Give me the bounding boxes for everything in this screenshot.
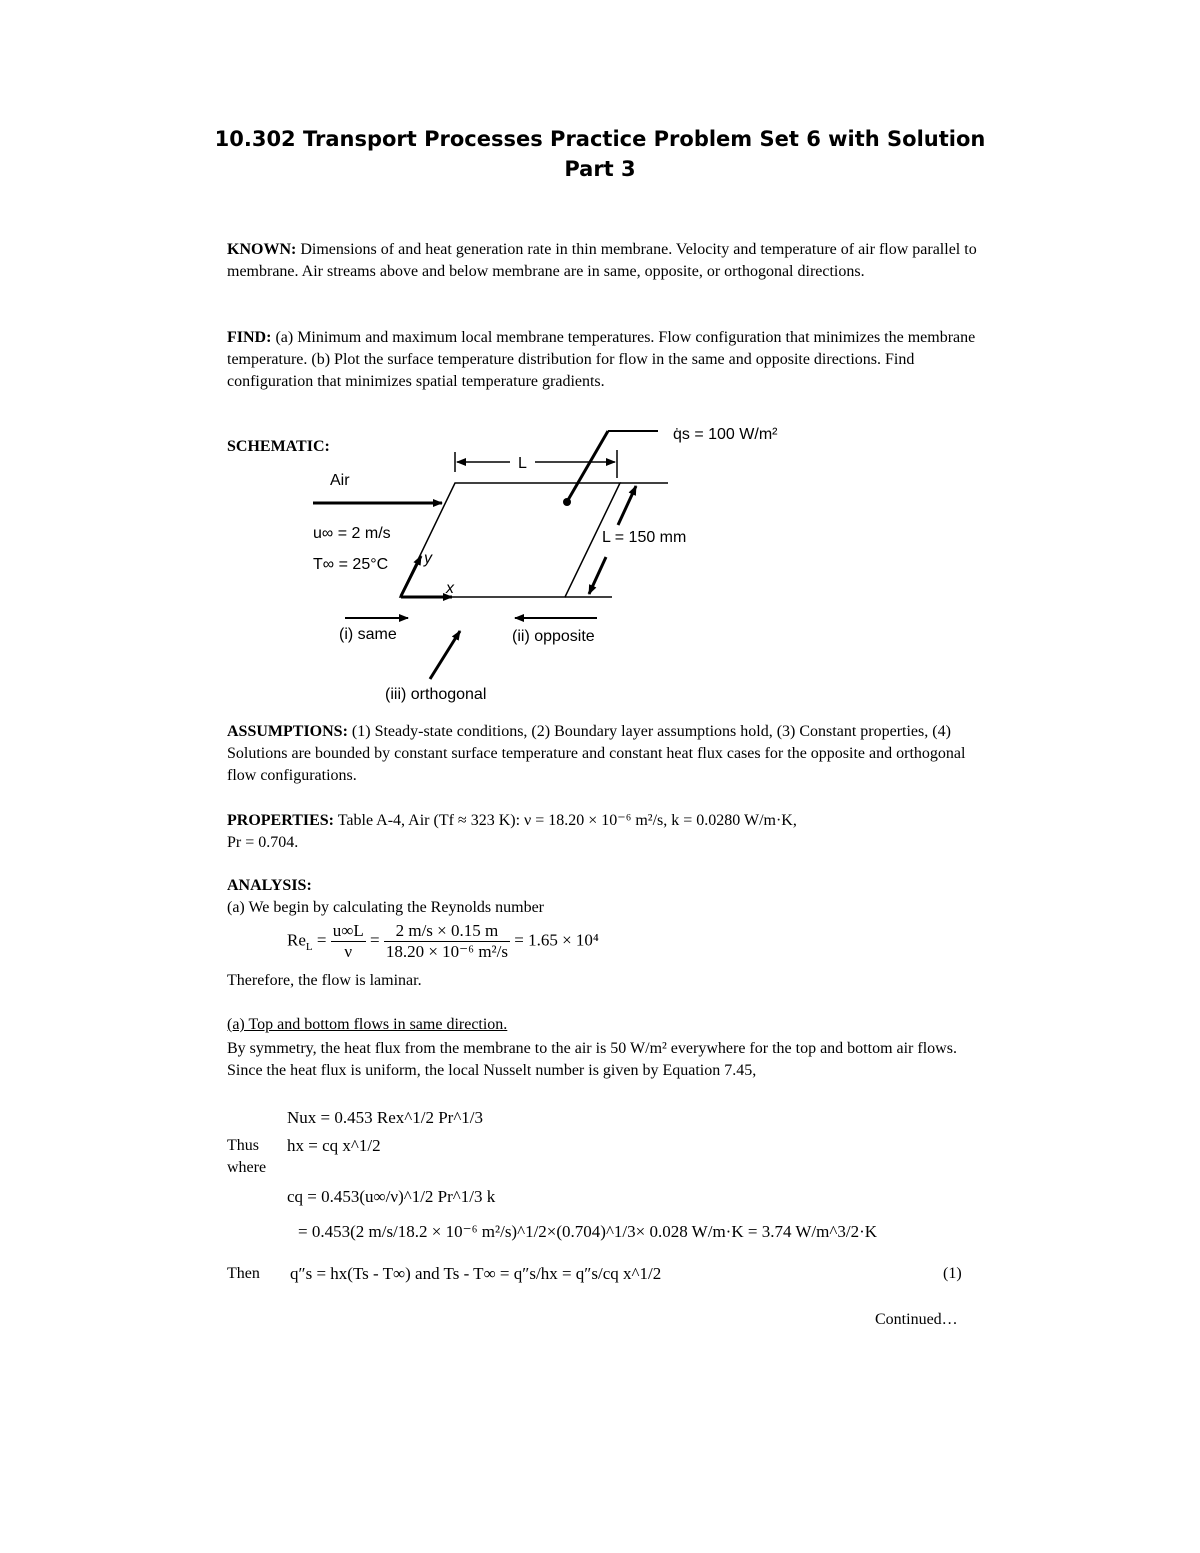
cq-equation: cq = 0.453(u∞/ν)^1/2 Pr^1/3 k	[287, 1187, 496, 1206]
side-dim-down	[589, 557, 606, 594]
then-label: Then	[227, 1265, 260, 1282]
known-label: KNOWN:	[227, 241, 297, 258]
side-length-label: L = 150 mm	[602, 529, 687, 546]
heat-flux-dot	[563, 498, 571, 506]
properties-line1: Table A-4, Air (Tf ≈ 323 K): ν = 18.20 × 10⁻⁶ m²/s, k = 0.0280 W/m·K,	[337, 812, 797, 829]
page-title: 10.302 Transport Processes Practice Problem Set 6 with Solution	[214, 127, 986, 151]
x-axis-label: x	[446, 580, 454, 597]
reynolds-equation: $Re_L$ = $\frac{u\infty L}{\nu}$ = $\frac{2 m/s \times 0.15 m}{\text{18.20 × 10⁻⁶ m²/s}}$ = 1.65 × 10⁴	[287, 921, 599, 961]
properties-label: PROPERTIES:	[227, 812, 335, 829]
opposite-flow-label: (ii) opposite	[512, 628, 595, 645]
temperature-label: T∞ = 25°C	[313, 556, 389, 573]
re-result: = 1.65 × 10⁴	[514, 930, 599, 950]
surface-temp-equation: q″s = hx(Ts - T∞) and Ts - T∞ = q″s/hx = q″s/cq x^1/2	[290, 1264, 662, 1283]
assumptions-section	[227, 721, 987, 787]
re-fraction-2: $\frac{2 m/s \times 0.15 m}{\text{18.20 × 10⁻⁶ m²/s}}$	[385, 921, 508, 961]
schematic-diagram	[0, 0, 1200, 720]
schematic-label: SCHEMATIC:	[227, 438, 330, 455]
equation-number: (1)	[943, 1265, 962, 1282]
velocity-label: u∞ = 2 m/s	[313, 525, 391, 542]
known-text: Dimensions of and heat generation rate in thin membrane. Velocity and temperature of air flow parallel to membrane. Air streams above and below membrane are in same, opposite, or orthogonal directions.	[227, 241, 977, 280]
hx-equation: hx = cq x^1/2	[287, 1136, 381, 1155]
heat-flux-pointer	[568, 431, 608, 500]
find-text: (a) Minimum and maximum local membrane temperatures. Flow configuration that minimizes the membrane temperature. (b) Plot the surface temperature distribution for flow in the same and opposite directions. Find configuration that minimizes spatial temperature gradients.	[227, 329, 976, 390]
analysis-label: ANALYSIS:	[227, 877, 312, 894]
air-label: Air	[330, 472, 350, 489]
page-subtitle: Part 3	[564, 157, 636, 181]
assumptions-text: (1) Steady-state conditions, (2) Boundary layer assumptions hold, (3) Constant properties, (4) Solutions are bounded by constant surface temperature and constant heat flux cases for the opposite and orthogonal flow configurations.	[227, 723, 966, 784]
length-top-label: L	[518, 455, 527, 472]
re-lhs: Re	[287, 930, 306, 950]
orthogonal-flow-arrow	[430, 631, 460, 679]
assumptions-label: ASSUMPTIONS:	[227, 723, 348, 740]
thus-label: Thus	[227, 1137, 259, 1154]
side-dim-up	[618, 486, 636, 525]
properties-line2: Pr = 0.704.	[227, 834, 299, 851]
properties-section	[227, 810, 987, 854]
analysis-intro: (a) We begin by calculating the Reynolds number	[227, 899, 544, 916]
y-axis-arrow	[401, 556, 421, 596]
where-label: where	[227, 1159, 267, 1176]
y-axis-label: y	[424, 550, 432, 567]
heat-flux-label: q̇s = 100 W/m²	[673, 426, 778, 443]
laminar-statement: Therefore, the flow is laminar.	[227, 972, 422, 989]
symmetry-paragraph: By symmetry, the heat flux from the membrane to the air is 50 W/m² everywhere for the top and bottom air flows. Since the heat flux is uniform, the local Nusselt number is given by Equation 7.45,	[227, 1040, 957, 1079]
nusselt-equation: Nux = 0.453 Rex^1/2 Pr^1/3	[287, 1108, 484, 1127]
case-a-heading: (a) Top and bottom flows in same direction.	[227, 1016, 508, 1033]
cq-evaluation: = 0.453(2 m/s/18.2 × 10⁻⁶ m²/s)^1/2×(0.704)^1/3× 0.028 W/m·K = 3.74 W/m^3/2·K	[298, 1222, 878, 1241]
continued-note: Continued…	[875, 1311, 958, 1328]
same-flow-label: (i) same	[339, 626, 397, 643]
orthogonal-flow-label: (iii) orthogonal	[385, 686, 487, 703]
membrane-outline	[400, 483, 620, 597]
find-label: FIND:	[227, 329, 272, 346]
re-fraction-1: $\frac{u\infty L}{\nu}$	[332, 921, 364, 961]
